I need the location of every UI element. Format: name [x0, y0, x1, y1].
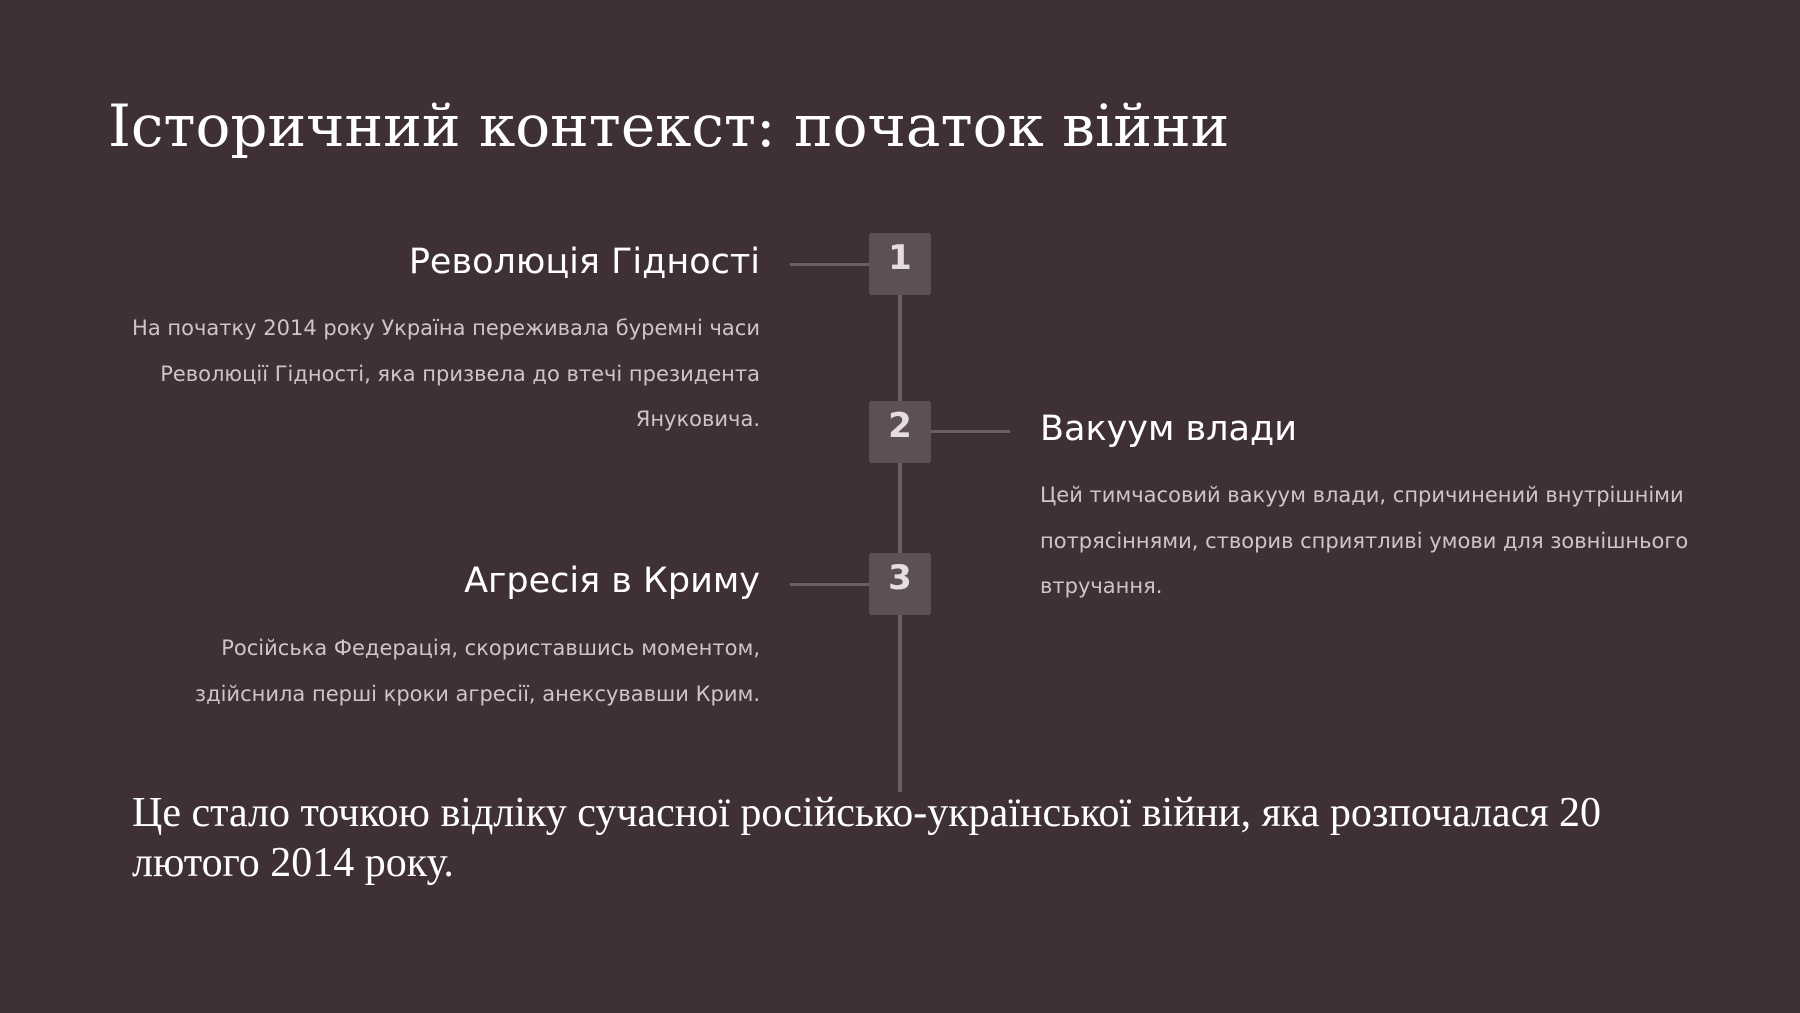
timeline-marker-1: 1: [869, 233, 931, 295]
event-text-revolution: На початку 2014 року Україна переживала буремні часи Революції Гідності, яка призвела до втечі президента Януковича.: [132, 316, 760, 431]
event-text-power-vacuum: Цей тимчасовий вакуум влади, спричинений внутрішніми потрясіннями, створив сприятливі умови для зовнішнього втручання.: [1040, 483, 1689, 598]
conclusion-text: Це стало точкою відліку сучасної російсько-української війни, яка розпочалася 20 лютого 2014 року.: [132, 790, 1602, 886]
slide-title: Історичний контекст: початок війни: [108, 92, 1230, 160]
timeline-marker-2: 2: [869, 401, 931, 463]
event-title-power-vacuum: Вакуум влади: [1040, 409, 1297, 449]
timeline-marker-3: 3: [869, 553, 931, 615]
event-title-crimea: Агресія в Криму: [464, 561, 760, 601]
connector-1: [790, 263, 870, 266]
connector-2: [930, 430, 1010, 433]
connector-3: [790, 583, 870, 586]
event-text-crimea: Російська Федерація, скориставшись моментом, здійснила перші кроки агресії, анексувавши Крим.: [194, 636, 760, 706]
event-title-revolution: Революція Гідності: [408, 242, 760, 282]
timeline-line: [898, 262, 902, 792]
